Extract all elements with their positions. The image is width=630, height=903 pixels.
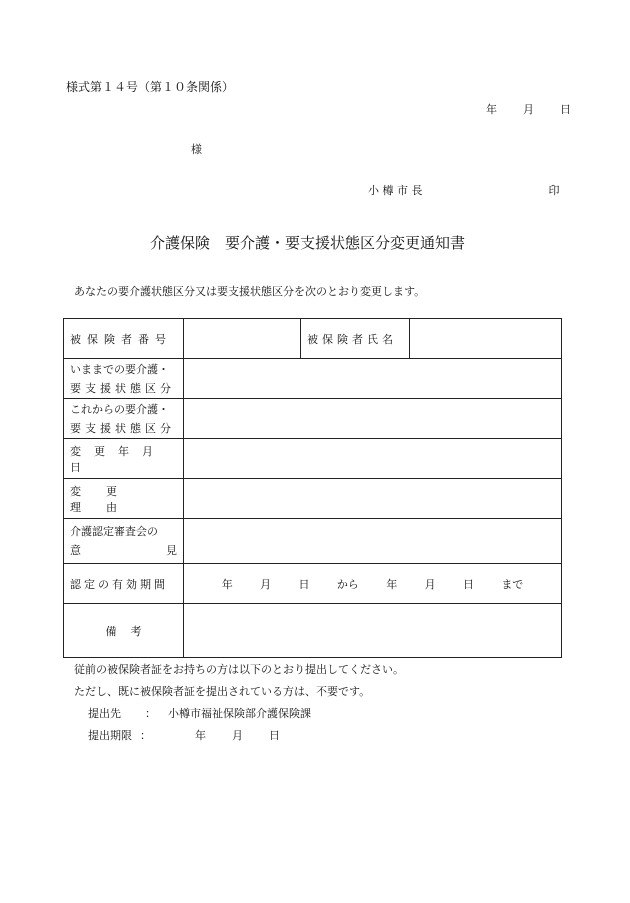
remarks-label: 備 考	[64, 604, 184, 658]
issuer-line	[368, 182, 560, 198]
date-year: 年	[486, 103, 497, 116]
insured-number-value[interactable]	[184, 319, 301, 359]
committee-opinion-label: 介護認定審査会の 意 見	[64, 519, 184, 564]
deadline-line: 提出期限 ： 年 月 日	[88, 729, 280, 742]
submit-to-label: 提出先	[88, 707, 121, 720]
change-reason-label: 変更理由	[64, 479, 184, 519]
insured-number-label: 被保険者番号	[64, 319, 184, 359]
date-line	[486, 101, 571, 117]
change-date-label: 変更年月日	[64, 439, 184, 479]
intro-text: あなたの要介護状態区分又は要支援状態区分を次のとおり変更します。	[74, 285, 426, 298]
remarks-value[interactable]	[184, 604, 562, 658]
footer-note-1: 従前の被保険者証をお持ちの方は以下のとおり提出してください。	[74, 663, 404, 676]
previous-status-label: いままでの要介護・ 要支援状態区分	[64, 359, 184, 399]
table-row	[64, 359, 562, 399]
deadline-label: 提出期限	[88, 729, 132, 742]
table-row	[64, 399, 562, 439]
table-row	[64, 319, 562, 359]
submit-to-line: 提出先 ： 小樽市福祉保険部介護保険課	[88, 707, 311, 720]
document-title: 介護保険 要介護・要支援状態区分変更通知書	[150, 234, 466, 252]
new-status-label: これからの要介護・ 要支援状態区分	[64, 399, 184, 439]
validity-period-value[interactable]: 年 月 日 から 年 月 日 まで	[184, 564, 562, 604]
notice-table	[63, 318, 562, 658]
committee-opinion-value[interactable]	[184, 519, 562, 564]
date-day: 日	[560, 103, 571, 116]
new-status-value[interactable]	[184, 399, 562, 439]
table-row	[64, 604, 562, 658]
previous-status-value[interactable]	[184, 359, 562, 399]
form-id: 様式第１４号（第１０条関係）	[66, 80, 235, 94]
footer-note-2: ただし、既に被保険者証を提出されている方は、不要です。	[74, 685, 371, 698]
change-date-value[interactable]	[184, 439, 562, 479]
change-reason-value[interactable]	[184, 479, 562, 519]
addressee-suffix: 様	[191, 143, 202, 156]
insured-name-value[interactable]	[410, 319, 562, 359]
table-row	[64, 564, 562, 604]
insured-name-label: 被保険者氏名	[301, 319, 410, 359]
table-row	[64, 439, 562, 479]
table-row	[64, 519, 562, 564]
submit-to-value: 小樽市福祉保険部介護保険課	[168, 707, 311, 720]
seal-mark: 印	[548, 184, 560, 197]
table-row	[64, 479, 562, 519]
validity-period-label: 認定の有効期間	[64, 564, 184, 604]
date-month: 月	[523, 103, 534, 116]
issuer-name: 小 樽 市 長	[368, 184, 423, 197]
